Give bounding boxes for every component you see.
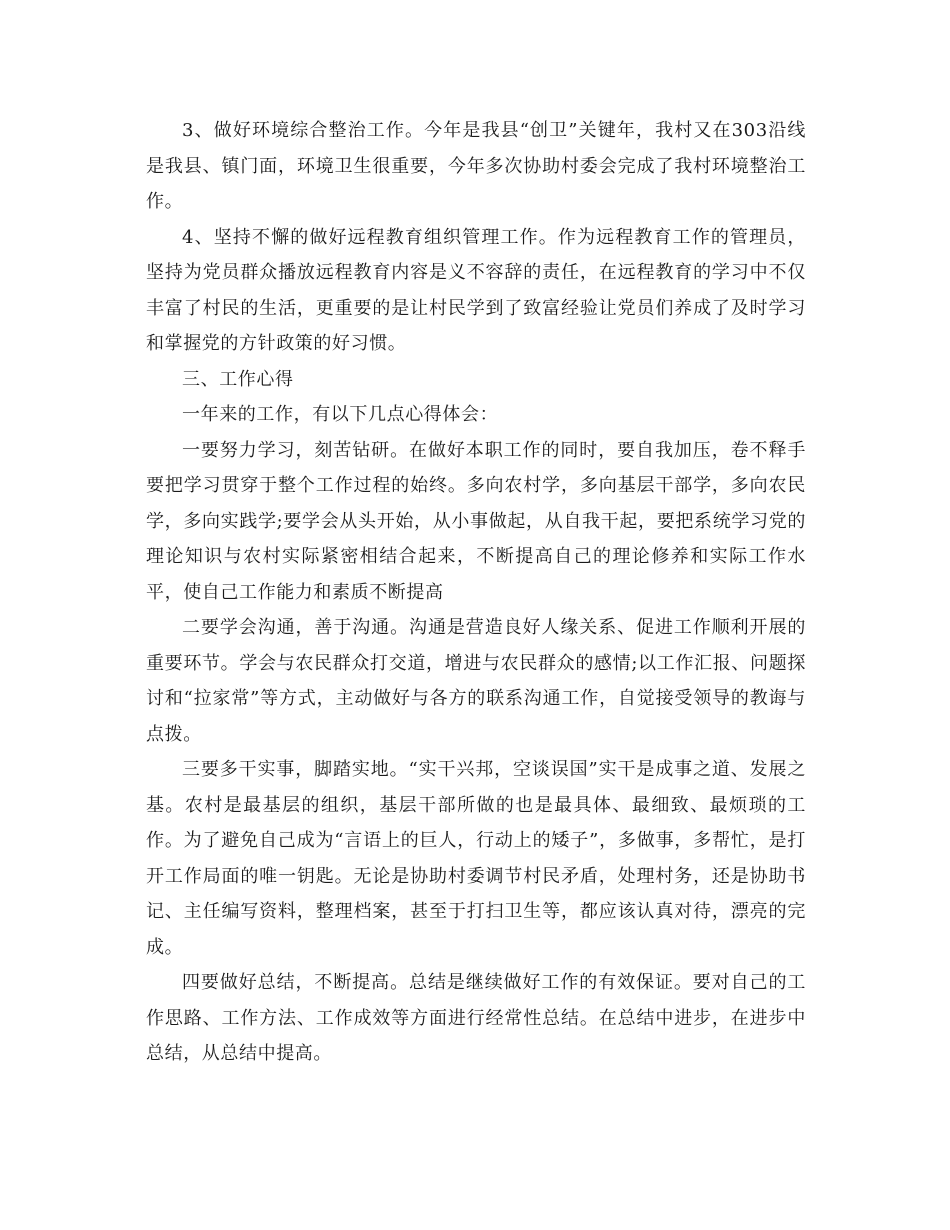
point-one-paragraph: 一要努力学习，刻苦钻研。在做好本职工作的同时，要自我加压，卷不释手要把学习贯穿于整个工作过程的始终。多向农村学，多向基层干部学，多向农民学，多向实践学;要学会从头开始，从小事做起，从自我干起，要把系统学习党的理论知识与农村实际紧密相结合起来，不断提高自己的理论修养和实际工作水平，使自己工作能力和素质不断提高 (146, 439, 806, 603)
point-two-paragraph: 二要学会沟通，善于沟通。沟通是营造良好人缘关系、促进工作顺利开展的重要环节。学会与农民群众打交道，增进与农民群众的感情;以工作汇报、问题探讨和“拉家常”等方式，主动做好与各方的联系沟通工作，自觉接受领导的教诲与点拨。 (146, 617, 806, 745)
point-four-paragraph: 四要做好总结，不断提高。总结是继续做好工作的有效保证。要对自己的工作思路、工作方法、工作成效等方面进行经常性总结。在总结中进步，在进步中总结，从总结中提高。 (146, 972, 806, 1064)
paragraph-item-3: 3、做好环境综合整治工作。今年是我县“创卫”关键年，我村又在303沿线是我县、镇门面，环境卫生很重要，今年多次协助村委会完成了我村环境整治工作。 (146, 120, 806, 212)
paragraph-item-4: 4、坚持不懈的做好远程教育组织管理工作。作为远程教育工作的管理员，坚持为党员群众播放远程教育内容是义不容辞的责任，在远程教育的学习中不仅丰富了村民的生活，更重要的是让村民学到了致富经验让党员们养成了及时学习和掌握党的方针政策的好习惯。 (146, 226, 806, 354)
point-three-paragraph: 三要多干实事，脚踏实地。“实干兴邦，空谈误国”实干是成事之道、发展之基。农村是最基层的组织，基层干部所做的也是最具体、最细致、最烦琐的工作。为了避免自己成为“言语上的巨人，行动上的矮子”，多做事，多帮忙，是打开工作局面的唯一钥匙。无论是协助村委调节村民矛盾，处理村务，还是协助书记、主任编写资料，整理档案，甚至于打扫卫生等，都应该认真对待，漂亮的完成。 (146, 759, 806, 958)
intro-paragraph: 一年来的工作，有以下几点心得体会： (182, 404, 499, 425)
section-heading: 三、工作心得 (182, 368, 294, 390)
document-body (146, 113, 806, 1072)
